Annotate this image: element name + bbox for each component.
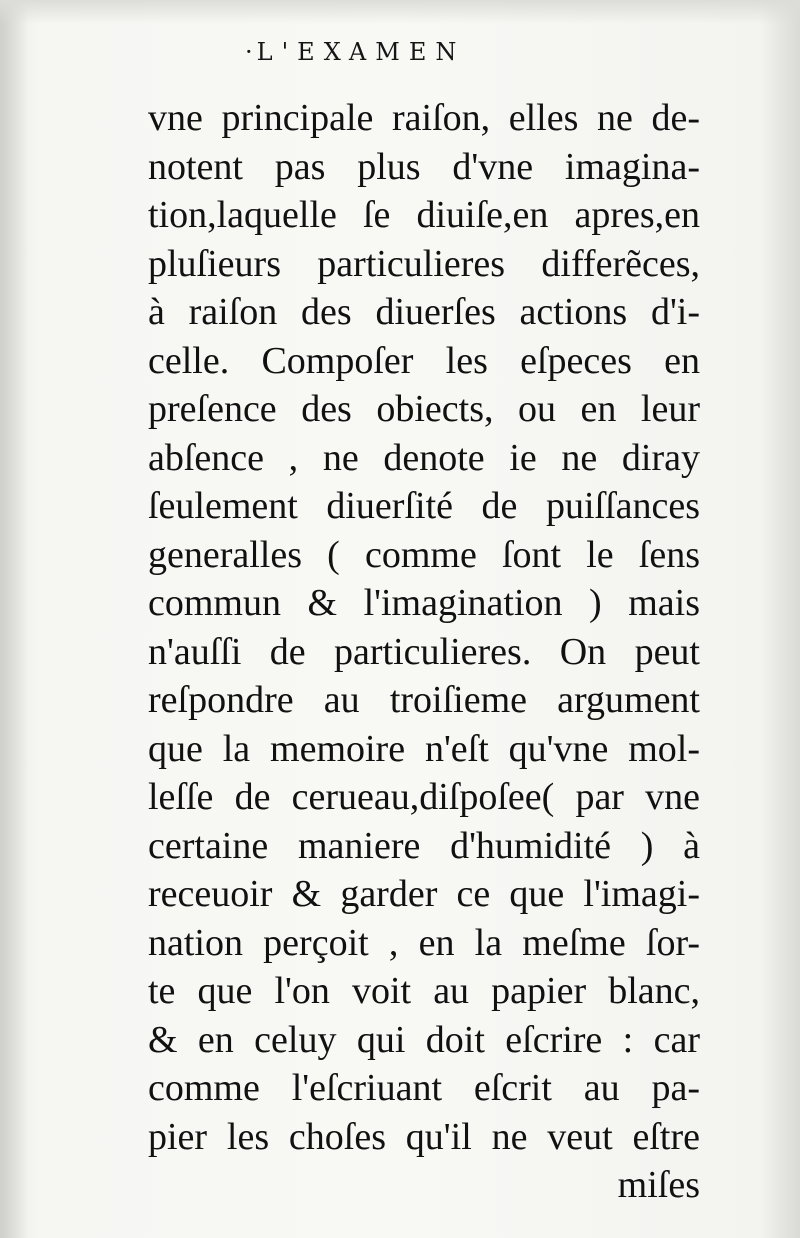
text-line: nation perçoit , en la meſme ſor- bbox=[148, 921, 700, 964]
text-line: reſpondre au troiſieme argument bbox=[148, 679, 700, 721]
gutter-shadow bbox=[0, 0, 28, 1238]
header-title: L'EXAMEN bbox=[256, 38, 466, 66]
top-edge-shadow bbox=[0, 0, 800, 24]
text-line: tion,laquelle ſe diuiſe,en apres,en bbox=[148, 194, 700, 236]
text-line: receuoir & garder ce que l'imagi- bbox=[148, 873, 700, 915]
text-line: n'auſſi de particulieres. On peut bbox=[148, 630, 700, 673]
text-line: commun & l'imagination ) mais bbox=[148, 582, 700, 624]
text-line: & en celuy qui doit eſcrire : car bbox=[148, 1018, 700, 1061]
text-line: celle. Compoſer les eſpeces en bbox=[148, 339, 700, 382]
text-line: pluſieurs particulieres differẽces, bbox=[148, 242, 700, 285]
text-line: notent pas plus d'vne imagina- bbox=[148, 145, 700, 188]
catchword: miſes bbox=[617, 1164, 700, 1206]
header-ornament-dot: · bbox=[245, 38, 253, 66]
text-line: comme l'eſcriuant eſcrit au pa- bbox=[148, 1067, 700, 1109]
running-header bbox=[245, 38, 545, 66]
text-line: pier les choſes qu'il ne veut eſtre bbox=[148, 1115, 700, 1158]
text-line: ſeulement diuerſité de puiſſances bbox=[148, 485, 700, 527]
text-line: generalles ( comme ſont le ſens bbox=[148, 533, 700, 576]
text-line: preſence des obiects, ou en leur bbox=[148, 388, 700, 430]
text-line: te que l'on voit au papier blanc, bbox=[148, 970, 700, 1012]
text-line: à raiſon des diuerſes actions d'i- bbox=[148, 291, 700, 333]
text-line: abſence , ne denote ie ne diray bbox=[148, 436, 700, 479]
text-line: certaine maniere d'humidité ) à bbox=[148, 824, 700, 867]
text-line: vne principale raiſon, elles ne de- bbox=[148, 97, 700, 139]
text-line: que la memoire n'eſt qu'vne mol- bbox=[148, 727, 700, 770]
text-line: leſſe de cerueau,diſpoſee( par vne bbox=[148, 776, 700, 818]
body-text bbox=[148, 94, 700, 1210]
